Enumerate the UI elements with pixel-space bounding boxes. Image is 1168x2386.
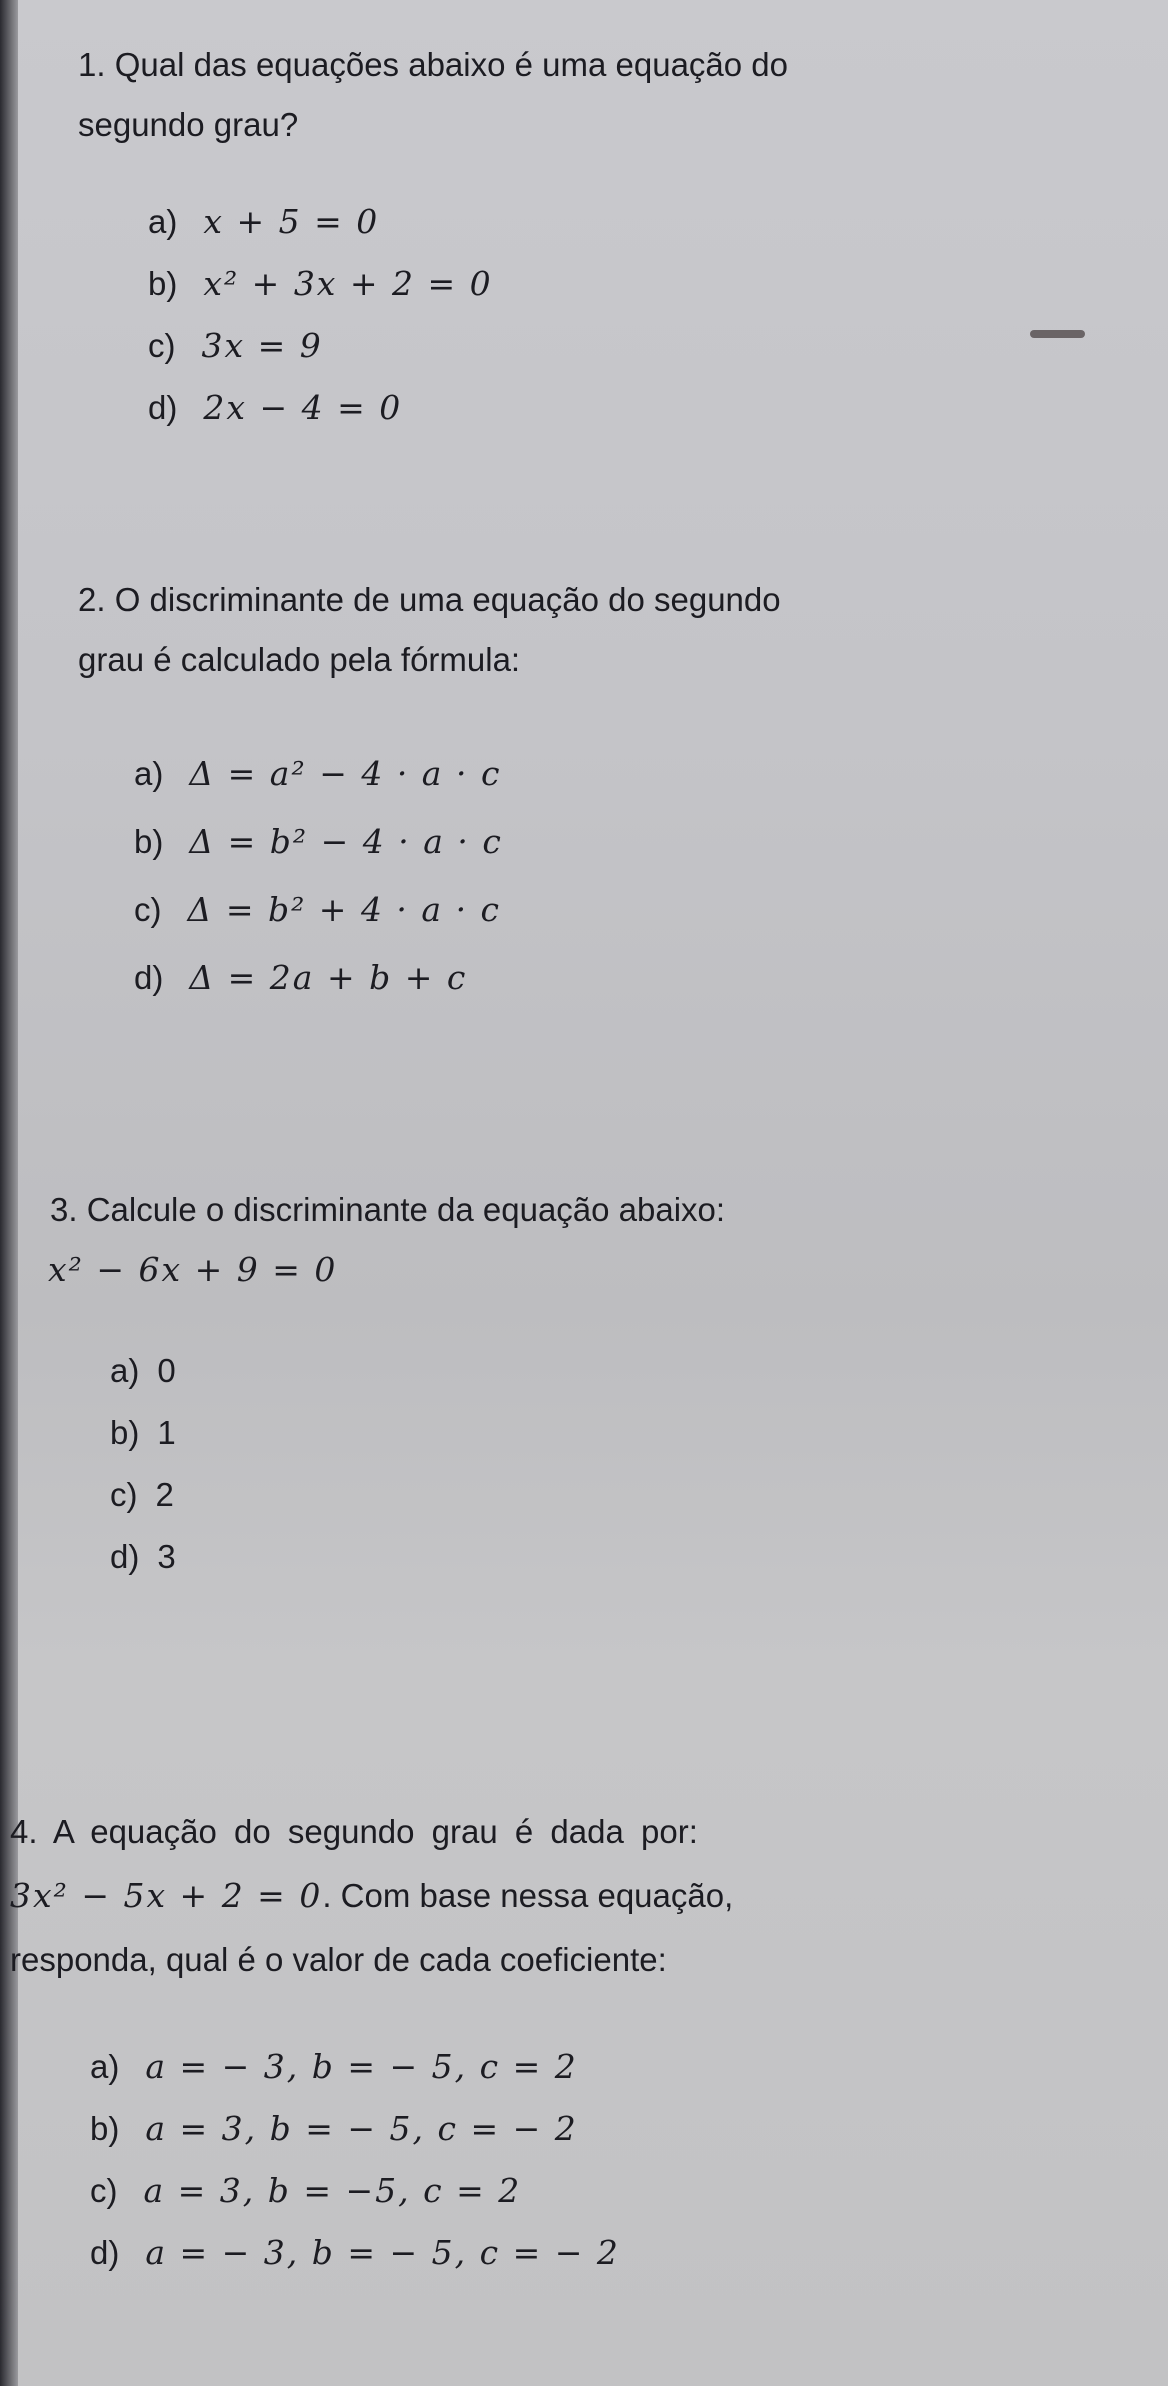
q2-option-d[interactable] [134, 944, 1118, 1012]
q1-title-line1: 1. Qual das equações abaixo é uma equação do [78, 46, 789, 83]
option-letter: b) [148, 265, 178, 302]
option-expr: a = 3, b = −5, c = 2 [143, 2171, 522, 2210]
q2-option-a[interactable] [134, 740, 1118, 808]
option-letter: b) [134, 823, 164, 860]
option-expr: Δ = b² − 4 · a · c [189, 822, 503, 861]
q3-title: 3. Calcule o discriminante da equação abaixo: [50, 1191, 726, 1228]
q1-option-d[interactable] [148, 377, 1118, 439]
q2-option-b[interactable] [134, 808, 1118, 876]
q3-equation: x² − 6x + 9 = 0 [48, 1250, 338, 1289]
option-letter: a) [134, 755, 164, 792]
option-expr: a = 3, b = − 5, c = − 2 [145, 2109, 578, 2148]
question-4 [10, 1800, 1150, 2284]
option-letter: c) [134, 891, 162, 928]
q2-title-line1: 2. O discriminante de uma equação do segundo [78, 581, 781, 618]
q3-option-d[interactable] [110, 1526, 1130, 1588]
q4-option-d[interactable] [90, 2222, 1150, 2284]
q4-line2 [10, 1864, 1150, 1928]
question-3 [50, 1180, 1130, 1588]
q4-line3: responda, qual é o valor de cada coeficiente: [10, 1941, 667, 1978]
option-expr: Δ = b² + 4 · a · c [187, 890, 502, 929]
q4-option-c[interactable] [90, 2160, 1150, 2222]
q1-option-a[interactable] [148, 191, 1118, 253]
option-expr: 3x = 9 [201, 326, 323, 365]
q2-title-line2: grau é calculado pela fórmula: [78, 641, 521, 678]
q4-title: 4. A equação do segundo grau é dada por: [10, 1813, 698, 1850]
option-letter: b) [110, 1414, 140, 1451]
option-letter: b) [90, 2110, 120, 2147]
q1-options [148, 191, 1118, 439]
option-expr: x + 5 = 0 [203, 202, 380, 241]
q1-option-b[interactable] [148, 253, 1118, 315]
option-expr: 2 [155, 1476, 174, 1513]
option-letter: a) [110, 1352, 140, 1389]
option-expr: 3 [157, 1538, 176, 1575]
question-1 [78, 35, 1118, 439]
option-letter: c) [148, 327, 176, 364]
q4-options [90, 2036, 1150, 2284]
option-expr: a = − 3, b = − 5, c = 2 [145, 2047, 578, 2086]
option-expr: a = − 3, b = − 5, c = − 2 [145, 2233, 620, 2272]
option-expr: x² + 3x + 2 = 0 [203, 264, 493, 303]
q4-option-a[interactable] [90, 2036, 1150, 2098]
option-letter: d) [110, 1538, 140, 1575]
option-letter: c) [90, 2172, 118, 2209]
q3-option-c[interactable] [110, 1464, 1130, 1526]
option-expr: 1 [157, 1414, 176, 1451]
option-expr: 0 [157, 1352, 176, 1389]
option-letter: d) [148, 389, 178, 426]
question-2 [78, 570, 1118, 1012]
q4-option-b[interactable] [90, 2098, 1150, 2160]
q4-equation: 3x² − 5x + 2 = 0 [10, 1876, 323, 1915]
q1-title-line2: segundo grau? [78, 106, 299, 143]
q3-option-a[interactable] [110, 1340, 1130, 1402]
q1-option-c[interactable] [148, 315, 1118, 377]
option-expr: Δ = 2a + b + c [189, 958, 468, 997]
option-letter: c) [110, 1476, 138, 1513]
q2-options [134, 740, 1118, 1012]
option-expr: Δ = a² − 4 · a · c [189, 754, 502, 793]
option-letter: a) [90, 2048, 120, 2085]
option-letter: a) [148, 203, 178, 240]
q2-option-c[interactable] [134, 876, 1118, 944]
q3-options [110, 1340, 1130, 1588]
q4-line2-rest: . Com base nessa equação, [322, 1877, 734, 1914]
q3-option-b[interactable] [110, 1402, 1130, 1464]
option-expr: 2x − 4 = 0 [203, 388, 403, 427]
option-letter: d) [134, 959, 164, 996]
option-letter: d) [90, 2234, 120, 2271]
